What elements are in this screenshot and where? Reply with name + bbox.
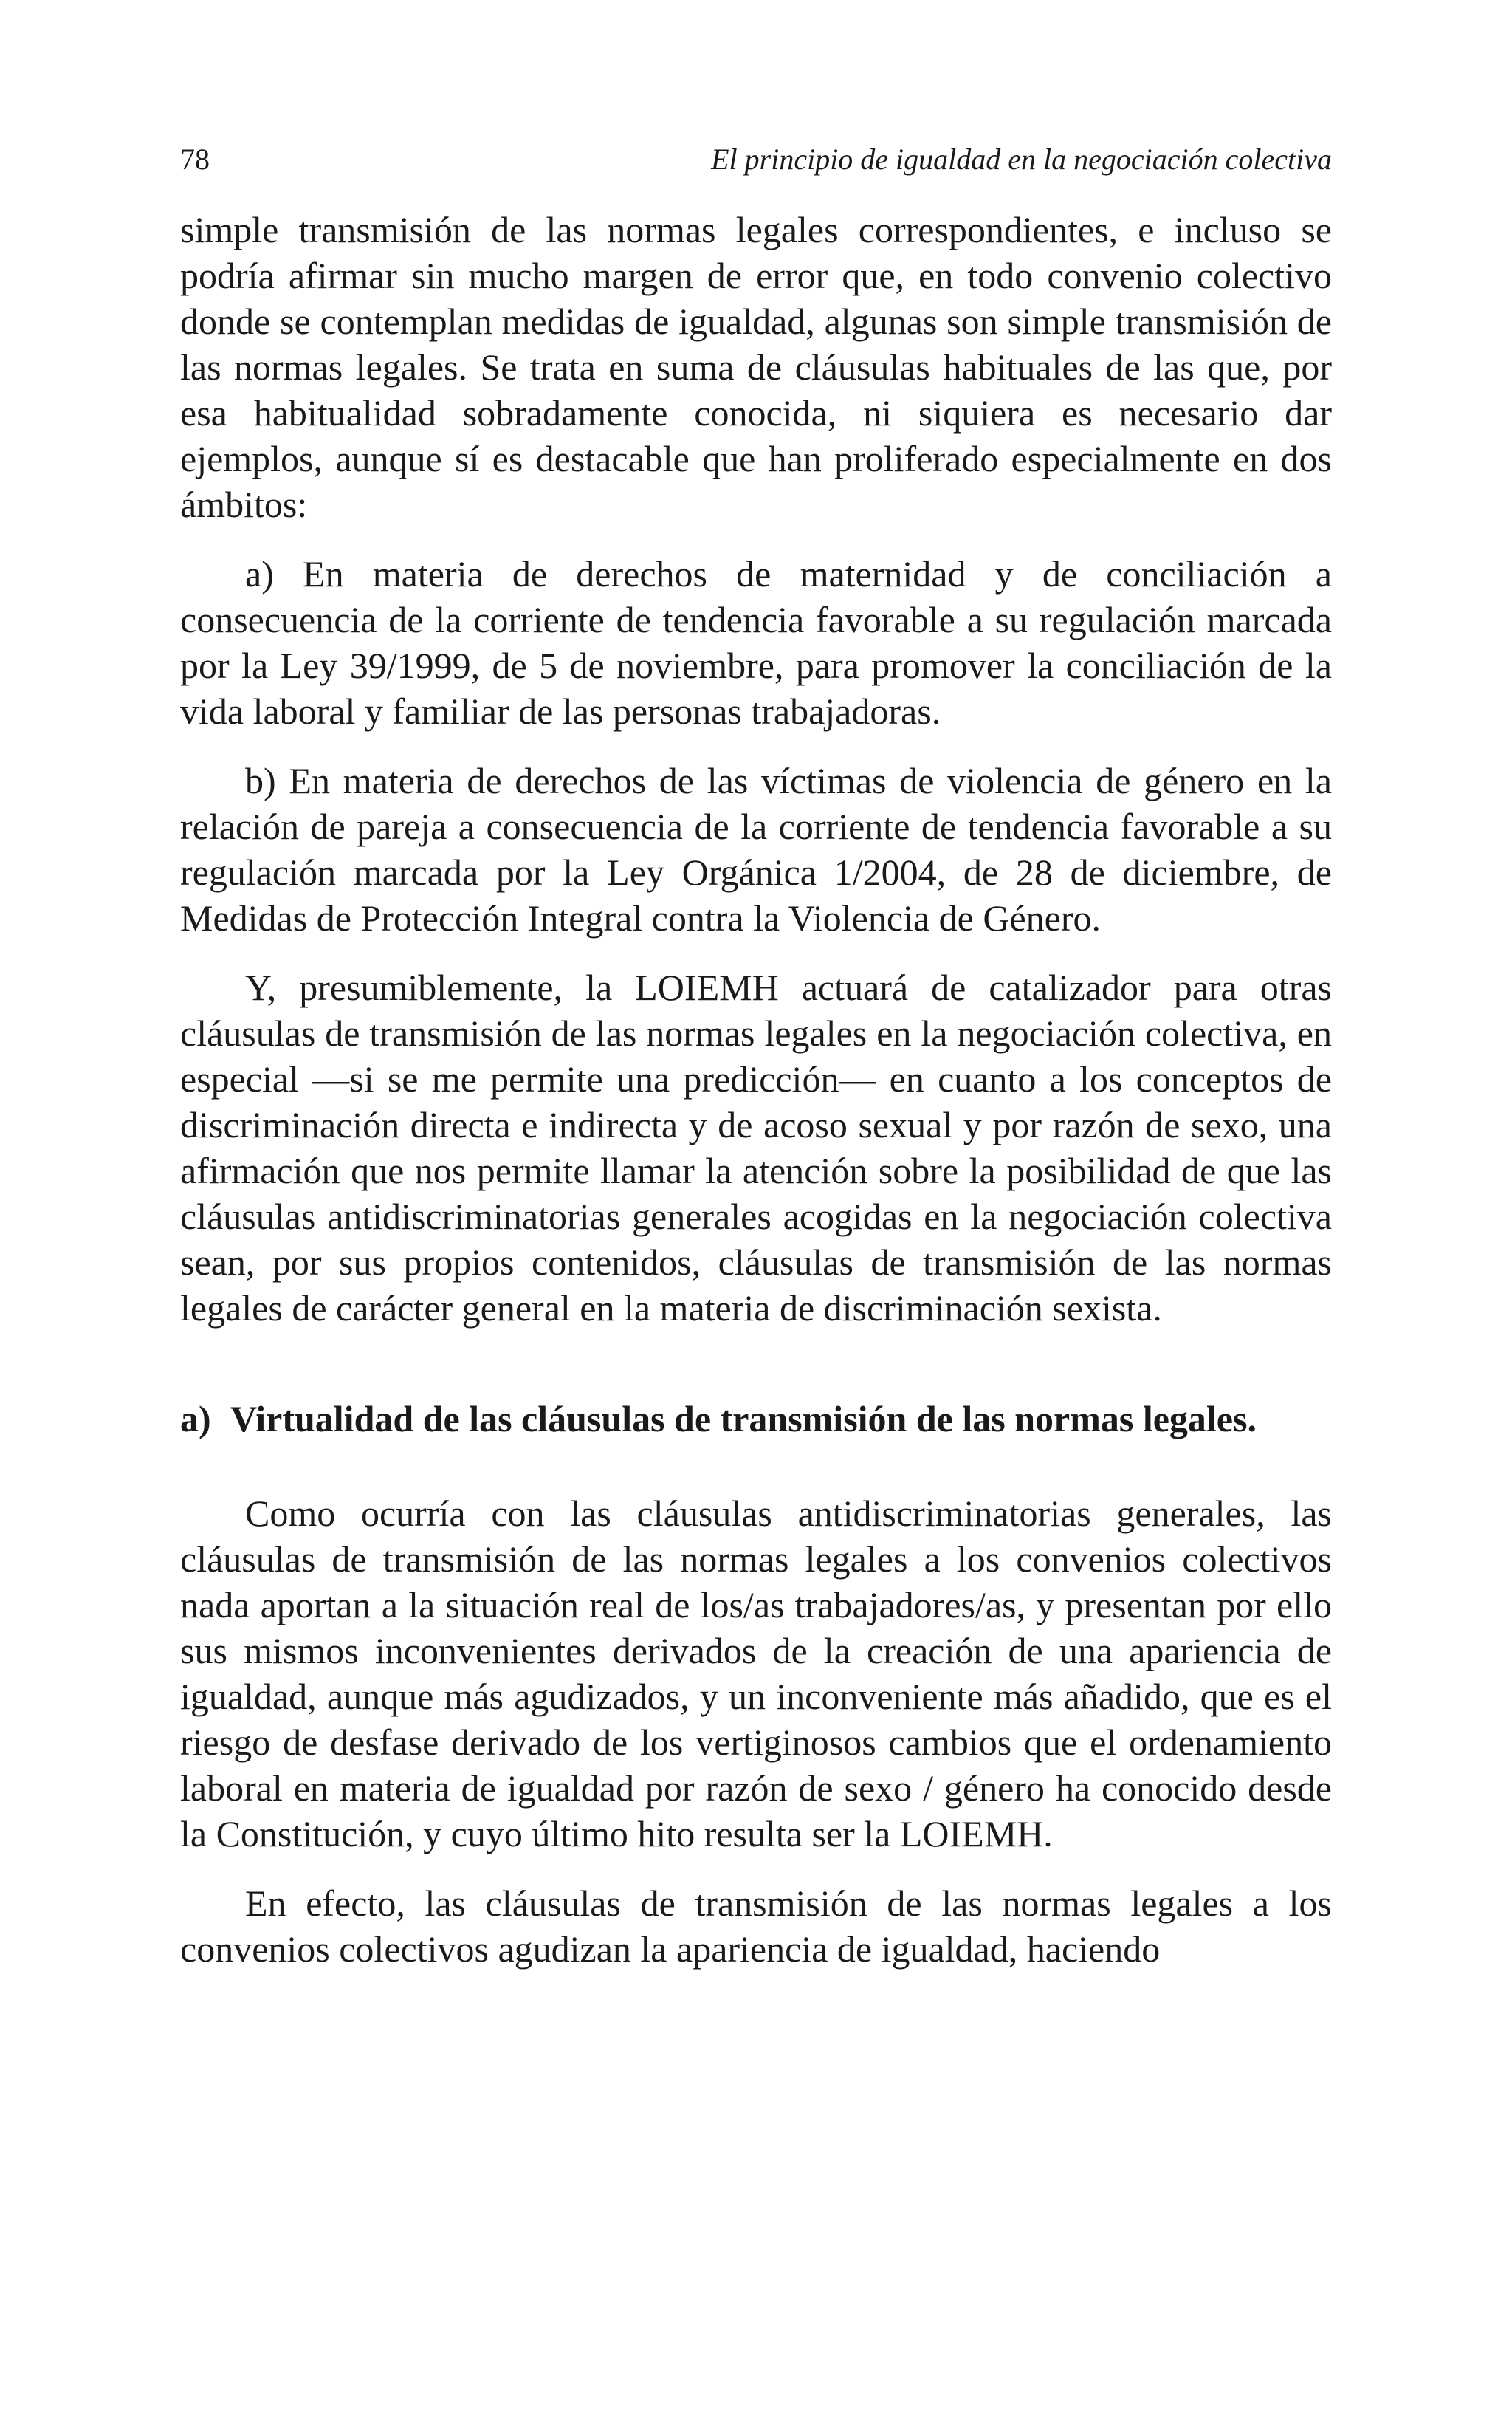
paragraph-item-b: b) En materia de derechos de las víctimas de violencia de género en la relación de pareja a consecuencia de la corriente de tendencia favorable a su regulación marcada por la Ley Orgánica 1/2004, de 28 de diciembre, de Medidas de Protección Integral contra la Violencia de Género.	[180, 760, 1332, 939]
paragraph: Y, presumiblemente, la LOIEMH actuará de catalizador para otras cláusulas de transmisión de las normas legales en la negociación colectiva, en especial —si se me permite una predicción— en cuanto a los conceptos de discriminación directa e indirecta y de acoso sexual y por razón de sexo, una afirmación que nos permite llamar la atención sobre la posibilidad de que las cláusulas antidiscriminatorias generales acogidas en la negociación colectiva sean, por sus propios contenidos, cláusulas de transmisión de las normas legales de carácter general en la materia de discriminación sexista.	[180, 967, 1332, 1329]
section-heading	[180, 1396, 1332, 1442]
paragraph: Como ocurría con las cláusulas antidiscriminatorias generales, las cláusulas de transmisión de las normas legales a los convenios colectivos nada aportan a la situación real de los/as trabajadores/as, y presentan por ello sus mismos inconvenientes derivados de la creación de una apariencia de igualdad, aunque más agudizados, y un inconveniente más añadido, que es el riesgo de desfase derivado de los vertiginosos cambios que el ordenamiento laboral en materia de igualdad por razón de sexo / género ha conocido desde la Constitución, y cuyo último hito resulta ser la LOIEMH.	[180, 1493, 1332, 1854]
running-title: El principio de igualdad en la negociación colectiva	[711, 143, 1332, 176]
paragraph-item-a: a) En materia de derechos de maternidad y de conciliación a consecuencia de la corriente de tendencia favorable a su regulación marcada por la Ley 39/1999, de 5 de noviembre, para promover la conciliación de la vida laboral y familiar de las personas trabajadoras.	[180, 553, 1332, 732]
body-text	[180, 207, 1332, 1972]
paragraph: simple transmisión de las normas legales correspondientes, e incluso se podría afirmar sin mucho margen de error que, en todo convenio colectivo donde se contemplan medidas de igualdad, algunas son simple transmisión de las normas legales. Se trata en suma de cláusulas habituales de las que, por esa habitualidad sobradamente conocida, ni siquiera es necesario dar ejemplos, aunque sí es destacable que han proliferado especialmente en dos ámbitos:	[180, 209, 1332, 525]
page-number: 78	[180, 143, 210, 176]
section-marker: a)	[180, 1398, 211, 1439]
running-header	[180, 137, 1332, 182]
paragraph: En efecto, las cláusulas de transmisión de las normas legales a los convenios colectivos agudizan la apariencia de igualdad, haciendo	[180, 1882, 1332, 1970]
section-title: Virtualidad de las cláusulas de transmisión de las normas legales.	[230, 1398, 1257, 1439]
book-page	[180, 137, 1332, 1972]
